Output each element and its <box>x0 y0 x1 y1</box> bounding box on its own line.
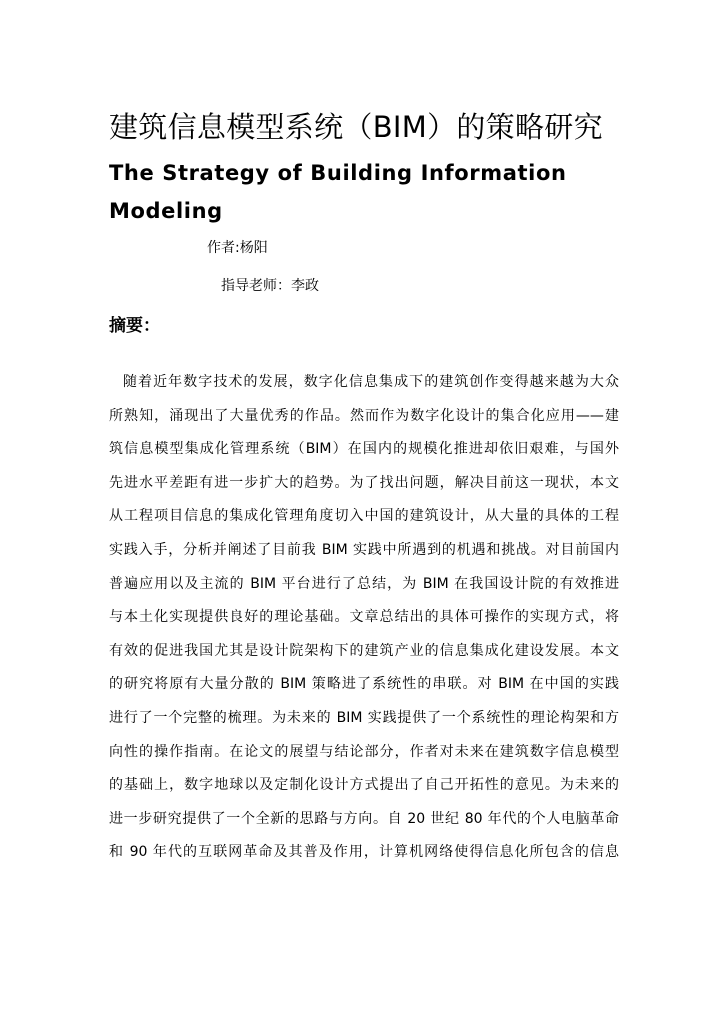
abstract-line: 进行了一个完整的梳理。为未来的 BIM 实践提供了一个系统性的理论构架和方 <box>109 709 619 726</box>
abstract-line: 的基础上，数字地球以及定制化设计方式提出了自己开拓性的意见。为未来的 <box>109 777 619 794</box>
title-english: The Strategy of Building Information Modeling <box>109 161 567 223</box>
abstract-line: 和 90 年代的互联网革命及其普及作用，计算机网络使得信息化所包含的信息 <box>109 844 619 861</box>
abstract-line: 随着近年数字技术的发展，数字化信息集成下的建筑创作变得越来越为大众 <box>123 374 619 390</box>
abstract-line: 实践入手，分析并阐述了目前我 BIM 实践中所遇到的机遇和挑战。对目前国内 <box>109 541 619 558</box>
abstract-line: 普遍应用以及主流的 BIM 平台进行了总结，为 BIM 在我国设计院的有效推进 <box>109 575 619 592</box>
abstract-line: 筑信息模型集成化管理系统（BIM）在国内的规模化推进却依旧艰难，与国外 <box>109 441 619 458</box>
abstract-line: 的研究将原有大量分散的 BIM 策略进了系统性的串联。对 BIM 在中国的实践 <box>109 676 619 693</box>
abstract-line: 有效的促进我国尤其是设计院架构下的建筑产业的信息集成化建设发展。本文 <box>109 642 619 659</box>
abstract-heading: 摘要： <box>109 316 160 336</box>
abstract-line: 先进水平差距有进一步扩大的趋势。为了找出问题，解决目前这一现状，本文 <box>109 474 619 491</box>
abstract-line: 与本土化实现提供良好的理论基础。文章总结出的具体可操作的实现方式，将 <box>109 609 619 626</box>
author-line: 作者:杨阳 <box>207 240 268 256</box>
abstract-line: 从工程项目信息的集成化管理角度切入中国的建筑设计，从大量的具体的工程 <box>109 508 619 525</box>
abstract-line: 向性的操作指南。在论文的展望与结论部分，作者对未来在建筑数字信息模型 <box>109 743 619 760</box>
advisor-line: 指导老师：李政 <box>221 278 319 294</box>
abstract-line: 所熟知，涌现出了大量优秀的作品。然而作为数字化设计的集合化应用——建 <box>109 407 619 424</box>
abstract-line: 进一步研究提供了一个全新的思路与方向。自 20 世纪 80 年代的个人电脑革命 <box>109 810 619 827</box>
title-chinese: 建筑信息模型系统（BIM）的策略研究 <box>109 110 603 144</box>
abstract-body <box>109 366 619 870</box>
